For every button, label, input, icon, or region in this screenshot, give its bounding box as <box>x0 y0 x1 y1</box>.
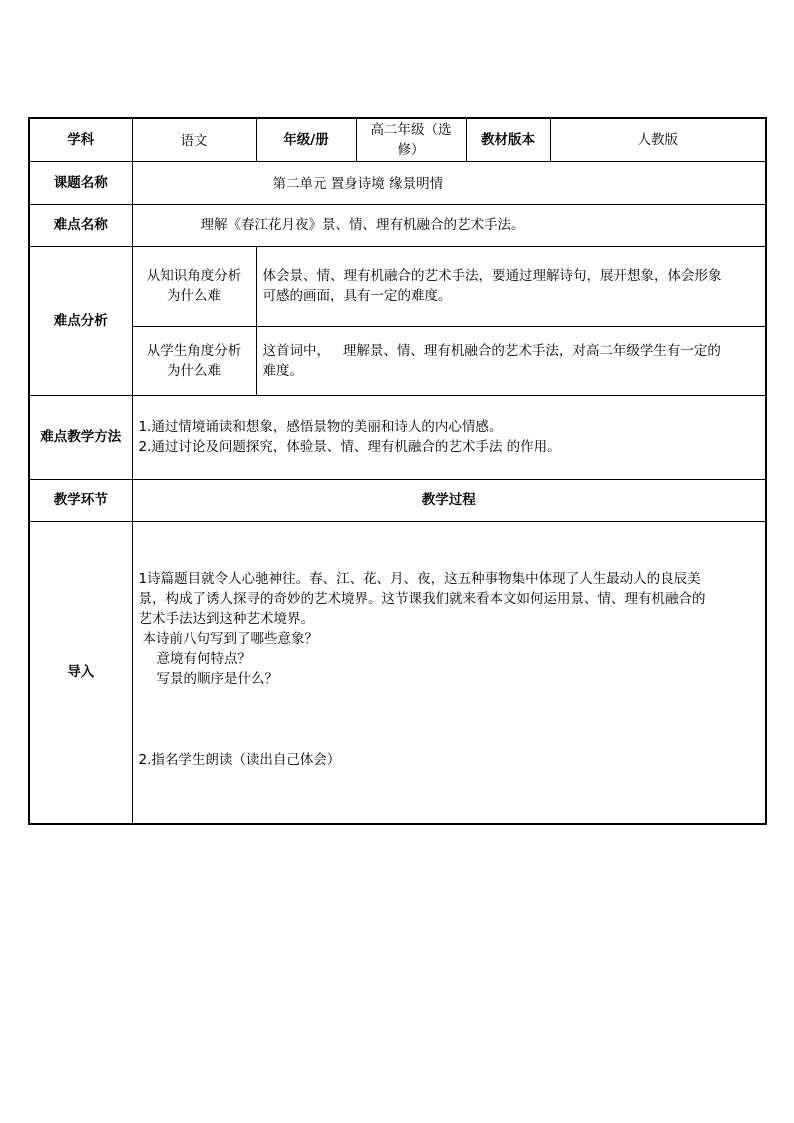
student-angle-text-line1: 这首词中， 理解景、情、理有机融合的艺术手法，对高二年级学生有一定的 <box>262 342 721 359</box>
lesson-title-value: 第二单元 置身诗境 缘景明情 <box>132 161 766 204</box>
lesson-title-row <box>29 161 766 204</box>
textbook-label: 教材版本 <box>466 118 550 161</box>
method-line-1: 1.通过情境诵读和想象，感悟景物的美丽和诗人的内心情感。 <box>138 419 503 435</box>
knowledge-angle-label-line1: 从知识角度分析 <box>146 268 242 284</box>
difficulty-row <box>29 204 766 246</box>
textbook-value: 人教版 <box>550 118 766 161</box>
method-label: 难点教学方法 <box>29 395 132 479</box>
intro-paragraph-line2: 景，构成了诱人探寻的奇妙的艺术境界。这节课我们就来看本文如何运用景、情、理有机融合的 <box>138 590 706 607</box>
student-angle-label-line1: 从学生角度分析 <box>146 342 242 359</box>
intro-paragraph-line1: 1诗篇题目就令人心驰神往。春、江、花、月、夜，这五种事物集中体现了人生最动人的良辰美 <box>138 570 701 587</box>
intro-question-2: 意境有何特点？ <box>156 650 251 667</box>
intro-item-2: 2.指名学生朗读（读出自己体会） <box>138 751 341 768</box>
stage-header: 教学环节 <box>29 479 132 521</box>
intro-question-3: 写景的顺序是什么？ <box>156 670 278 687</box>
lesson-plan-table <box>28 117 767 825</box>
grade-label: 年级/册 <box>256 118 356 161</box>
knowledge-angle-text <box>256 246 766 326</box>
student-angle-text <box>256 326 766 395</box>
analysis-knowledge-row <box>29 246 766 326</box>
grade-value <box>356 118 466 161</box>
difficulty-value: 理解《春江花月夜》景、情、理有机融合的艺术手法。 <box>132 204 766 246</box>
knowledge-angle-label-line2: 为什么难 <box>167 288 221 304</box>
intro-paragraph-line3: 艺术手法达到这种艺术境界。 <box>138 610 314 627</box>
intro-row <box>29 521 766 824</box>
process-header: 教学过程 <box>132 479 766 521</box>
process-header-row <box>29 479 766 521</box>
intro-process <box>132 521 766 824</box>
knowledge-angle-text-line1: 体会景、情、理有机融合的艺术手法，要通过理解诗句，展开想象，体会形象 <box>262 268 722 284</box>
difficulty-label: 难点名称 <box>29 204 132 246</box>
intro-question-1: 本诗前八句写到了哪些意象？ <box>142 630 318 647</box>
student-angle-text-line2: 难度。 <box>262 362 303 379</box>
method-row <box>29 395 766 479</box>
grade-value-line2: 修） <box>397 141 425 158</box>
method-text <box>132 395 766 479</box>
student-angle-label-line2: 为什么难 <box>167 362 221 379</box>
subject-value: 语文 <box>132 118 256 161</box>
subject-label: 学科 <box>29 118 132 161</box>
grade-value-line1: 高二年级（选 <box>370 121 452 138</box>
header-row <box>29 118 766 161</box>
lesson-title-label: 课题名称 <box>29 161 132 204</box>
analysis-student-row <box>29 326 766 395</box>
intro-stage-label: 导入 <box>29 521 132 824</box>
analysis-label: 难点分析 <box>29 246 132 395</box>
student-angle-label <box>132 326 256 395</box>
knowledge-angle-text-line2: 可感的画面，具有一定的难度。 <box>262 288 452 304</box>
knowledge-angle-label <box>132 246 256 326</box>
method-line-2: 2.通过讨论及问题探究，体验景、情、理有机融合的艺术手法 的作用。 <box>138 439 561 455</box>
